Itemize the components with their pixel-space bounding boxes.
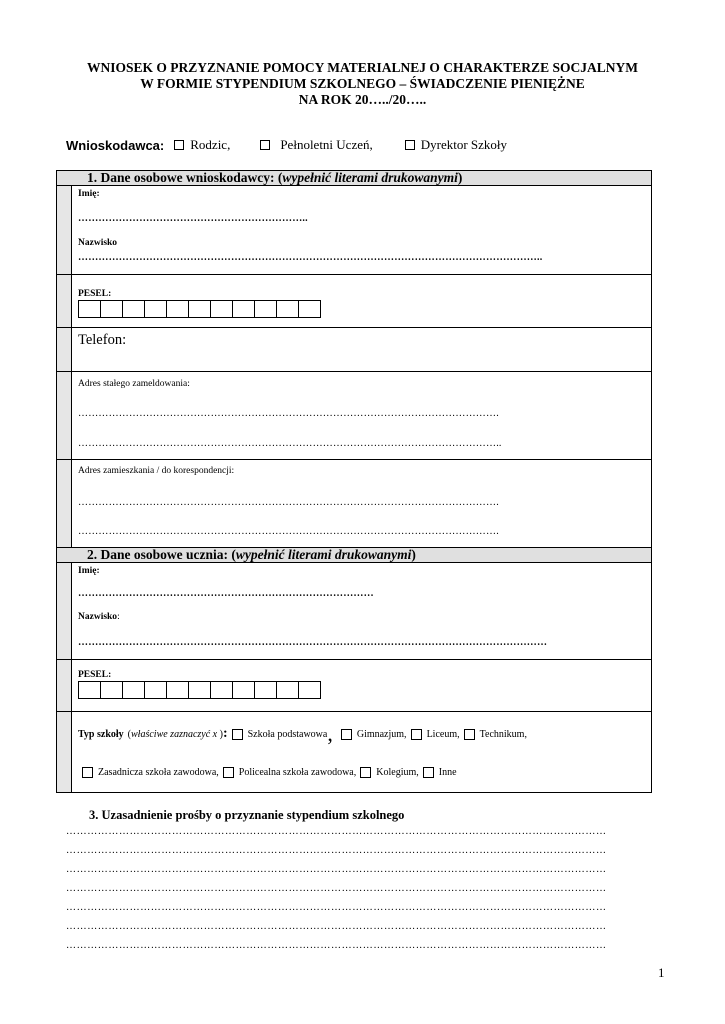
applicant-correspondence-address-label: Adres zamieszkania / do korespondencji:: [78, 466, 235, 476]
pesel-digit-box[interactable]: [144, 300, 167, 318]
applicant-label: Wnioskodawca:: [66, 137, 165, 153]
justification-line[interactable]: ………………………………………………………………………………………………………………………………………: [66, 883, 607, 894]
applicant-correspondence-address-line-1[interactable]: …………………………………………………………………………………………………………….: [78, 497, 499, 508]
applicant-last-name-field[interactable]: ………………………………………………………………………………………………………………………..: [78, 252, 543, 263]
student-last-name-label-colon: :: [117, 612, 120, 622]
school-type-hint-open: (: [127, 728, 132, 740]
comma-mark: ,: [327, 721, 333, 746]
student-pesel-label: PESEL:: [78, 670, 112, 680]
applicant-option-principal-label: Dyrektor Szkoły: [420, 137, 508, 152]
school-type-row-2: [78, 767, 457, 778]
option-college: Kolegium,: [376, 767, 419, 778]
applicant-option-parent[interactable]: [174, 137, 230, 153]
checkbox-parent[interactable]: [174, 140, 184, 150]
checkbox-primary-school[interactable]: [232, 729, 243, 740]
pesel-digit-box[interactable]: [254, 681, 277, 699]
justification-line[interactable]: ………………………………………………………………………………………………………………………………………: [66, 940, 607, 951]
section-2-header-text: 2. Dane osobowe ucznia: (: [87, 547, 236, 562]
applicant-permanent-address-line-1[interactable]: …………………………………………………………………………………………………………….: [78, 408, 499, 419]
applicant-option-adult-student-label: Pełnoletni Uczeń,: [280, 137, 373, 152]
applicant-option-parent-label: Rodzic,: [190, 137, 231, 152]
pesel-digit-box[interactable]: [210, 300, 233, 318]
school-type-label: Typ szkoły: [78, 728, 124, 740]
justification-line[interactable]: ………………………………………………………………………………………………………………………………………: [66, 921, 607, 932]
pesel-digit-box[interactable]: [78, 300, 101, 318]
pesel-digit-box[interactable]: [78, 681, 101, 699]
justification-line[interactable]: ………………………………………………………………………………………………………………………………………: [66, 864, 607, 875]
section-1-header-text: 1. Dane osobowe wnioskodawcy: (: [87, 170, 283, 185]
pesel-digit-box[interactable]: [298, 681, 321, 699]
pesel-digit-box[interactable]: [100, 681, 123, 699]
student-pesel-field[interactable]: [78, 681, 321, 699]
applicant-pesel-field[interactable]: [78, 300, 321, 318]
form-title-line-1: WNIOSEK O PRZYZNANIE POMOCY MATERIALNEJ O CHARAKTERZE SOCJALNYM: [87, 60, 638, 75]
pesel-digit-box[interactable]: [188, 300, 211, 318]
section-2-header-hint: wypełnić literami drukowanymi: [235, 547, 412, 562]
section-1-header: [56, 170, 652, 186]
applicant-first-name-label: Imię:: [78, 189, 100, 199]
justification-line[interactable]: ………………………………………………………………………………………………………………………………………: [66, 902, 607, 913]
divider: [56, 711, 652, 712]
student-last-name-label: [78, 612, 120, 622]
section-1-header-close: ): [457, 170, 463, 185]
applicant-permanent-address-line-2[interactable]: ……………………………………………………………………………………………………………..: [78, 438, 502, 449]
pesel-digit-box[interactable]: [166, 681, 189, 699]
pesel-digit-box[interactable]: [188, 681, 211, 699]
applicant-option-adult-student[interactable]: [260, 137, 372, 153]
pesel-digit-box[interactable]: [144, 681, 167, 699]
option-technical-school: Technikum,: [479, 728, 527, 740]
student-last-name-field[interactable]: …………………………………………………………………………………………………………………………: [78, 637, 548, 648]
option-middle-school: Gimnazjum,: [356, 728, 407, 740]
option-post-secondary-school: Policealna szkoła zawodowa,: [238, 767, 357, 778]
justification-line[interactable]: ………………………………………………………………………………………………………………………………………: [66, 845, 607, 856]
school-type-colon: :: [222, 726, 228, 741]
applicant-option-principal[interactable]: [405, 137, 507, 153]
divider: [56, 659, 652, 660]
applicant-phone-field[interactable]: [72, 346, 650, 368]
pesel-digit-box[interactable]: [298, 300, 321, 318]
option-other: Inne: [438, 767, 457, 778]
applicant-pesel-label: PESEL:: [78, 289, 112, 299]
checkbox-high-school[interactable]: [411, 729, 422, 740]
option-vocational-school: Zasadnicza szkoła zawodowa,: [98, 767, 219, 778]
school-type-row-1: [78, 721, 527, 746]
checkbox-adult-student[interactable]: [260, 140, 270, 150]
applicant-first-name-field[interactable]: …………………………………………………………..: [78, 213, 308, 224]
pesel-digit-box[interactable]: [210, 681, 233, 699]
pesel-digit-box[interactable]: [276, 681, 299, 699]
school-type-hint-close: ): [217, 728, 223, 740]
student-first-name-field[interactable]: ……………………………………………………………………………: [78, 588, 374, 599]
divider: [56, 459, 652, 460]
pesel-digit-box[interactable]: [276, 300, 299, 318]
divider: [56, 327, 652, 328]
section-2-margin-divider: [71, 563, 72, 793]
form-title-line-2: W FORMIE STYPENDIUM SZKOLNEGO – ŚWIADCZENIE PIENIĘŻNE: [140, 76, 585, 91]
checkbox-middle-school[interactable]: [341, 729, 352, 740]
page-number: 1: [658, 965, 665, 980]
student-last-name-label-text: Nazwisko: [78, 612, 118, 622]
checkbox-post-secondary-school[interactable]: [223, 767, 234, 778]
student-first-name-label: Imię:: [78, 566, 100, 576]
checkbox-technical-school[interactable]: [464, 729, 475, 740]
pesel-digit-box[interactable]: [122, 681, 145, 699]
section-2-header-close: ): [411, 547, 416, 562]
pesel-digit-box[interactable]: [254, 300, 277, 318]
applicant-phone-label: Telefon:: [78, 332, 127, 348]
applicant-correspondence-address-line-2[interactable]: …………………………………………………………………………………………………………….: [78, 526, 499, 537]
checkbox-vocational-school[interactable]: [82, 767, 93, 778]
section-2-frame: [56, 547, 652, 793]
option-high-school: Liceum,: [426, 728, 460, 740]
checkbox-principal[interactable]: [405, 140, 415, 150]
option-primary-school: Szkoła podstawowa: [247, 728, 328, 740]
school-type-hint: właściwe zaznaczyć x: [131, 728, 218, 740]
applicant-permanent-address-label: Adres stałego zameldowania:: [78, 379, 190, 389]
pesel-digit-box[interactable]: [100, 300, 123, 318]
applicant-last-name-label: Nazwisko: [78, 238, 118, 248]
pesel-digit-box[interactable]: [232, 300, 255, 318]
applicant-selector: [66, 137, 507, 153]
section-1-header-hint: wypełnić literami drukowanymi: [282, 170, 458, 185]
checkbox-college[interactable]: [360, 767, 371, 778]
justification-line[interactable]: ………………………………………………………………………………………………………………………………………: [66, 826, 607, 837]
form-title-line-3: NA ROK 20…../20…..: [298, 92, 427, 107]
checkbox-other[interactable]: [423, 767, 434, 778]
pesel-digit-box[interactable]: [166, 300, 189, 318]
divider: [56, 274, 652, 275]
pesel-digit-box[interactable]: [122, 300, 145, 318]
divider: [56, 371, 652, 372]
pesel-digit-box[interactable]: [232, 681, 255, 699]
section-3-header: 3. Uzasadnienie prośby o przyznanie stypendium szkolnego: [89, 808, 405, 822]
section-2-header: [56, 547, 652, 563]
